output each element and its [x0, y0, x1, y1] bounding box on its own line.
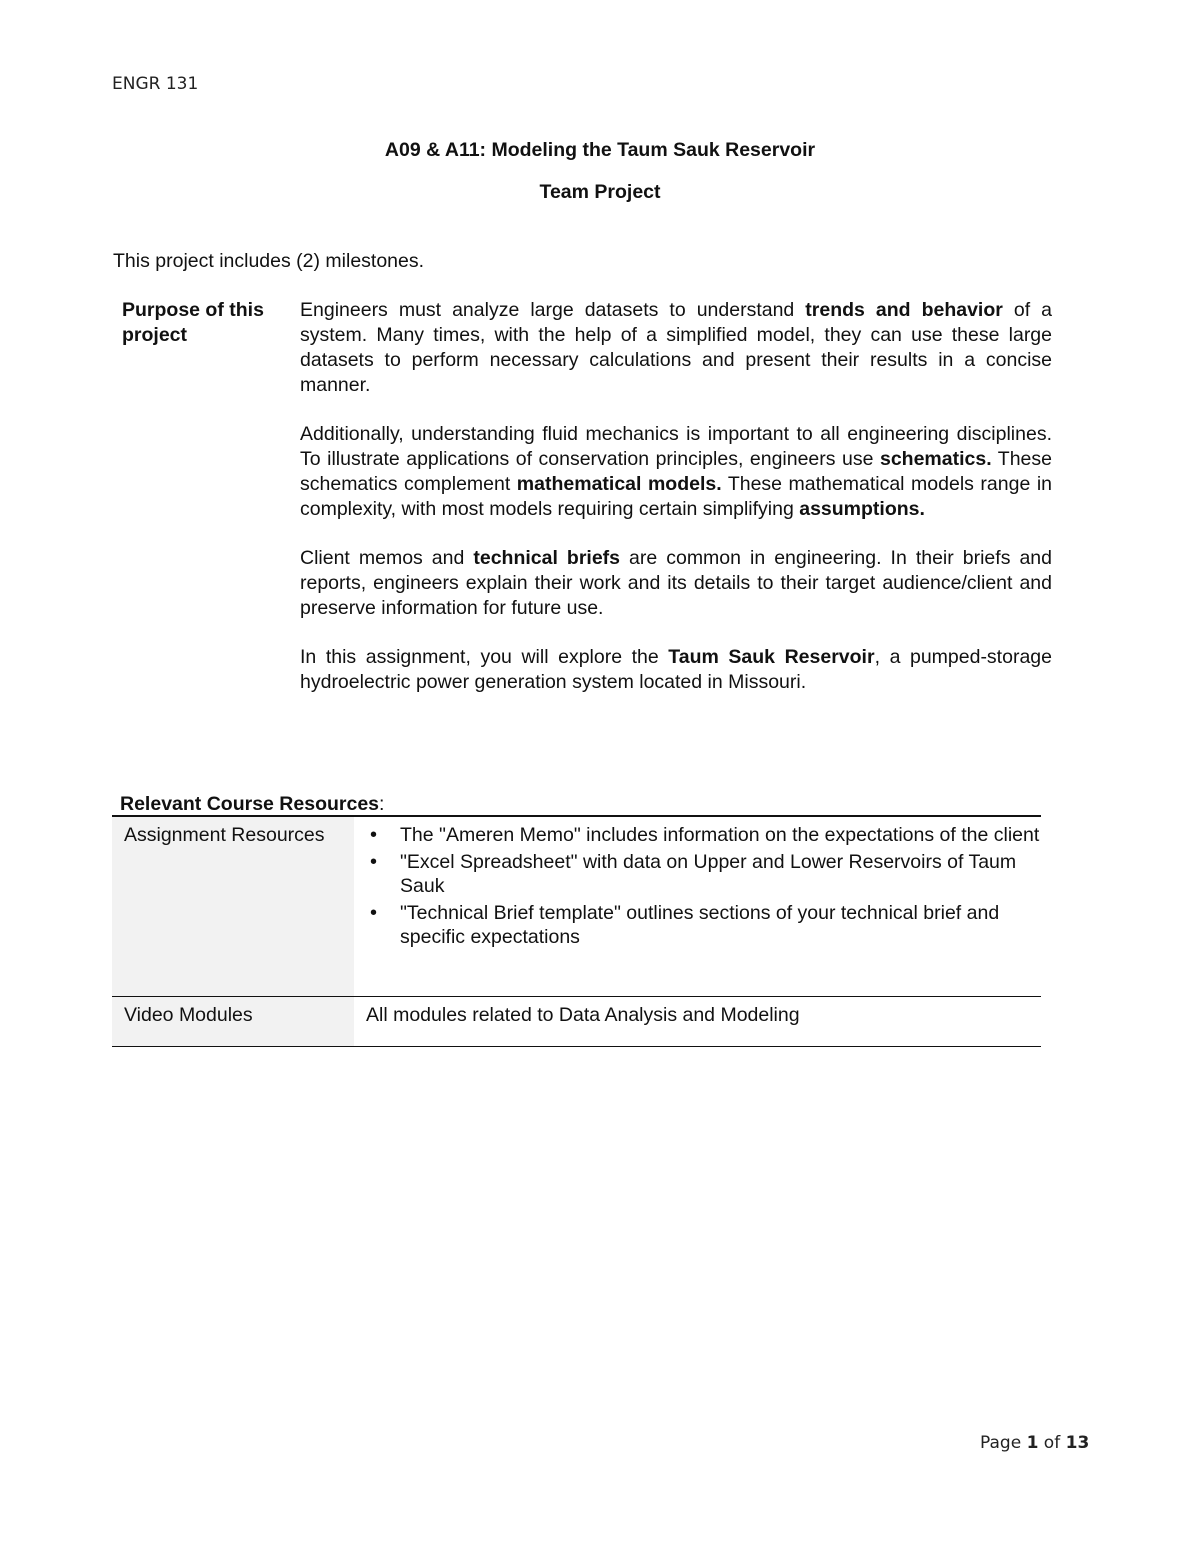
- text-run: Additionally, understanding fluid mechanics is important to all engineering disciplines. To illustrate applications of conservation principles, engineers use: [300, 423, 1052, 470]
- purpose-paragraph-1: [300, 298, 1052, 398]
- resources-heading: [120, 793, 384, 816]
- row-value: [354, 816, 1041, 996]
- list-item: • "Excel Spreadsheet" with data on Upper and Lower Reservoirs of Taum Sauk: [400, 850, 1041, 898]
- footer-page-word: Page: [980, 1433, 1027, 1453]
- table-row: [112, 816, 1041, 996]
- purpose-paragraph-2: [300, 422, 1052, 522]
- bold-text: technical briefs: [473, 547, 621, 569]
- bold-text: assumptions.: [799, 498, 925, 520]
- purpose-label: Purpose of this project: [122, 299, 264, 346]
- purpose-paragraph-4: [300, 645, 1052, 695]
- purpose-paragraph-3: [300, 546, 1052, 621]
- text-run: of a system. Many times, with the help of a simplified model, they can use these large datasets to perform necessary calculations and present their results in a concise manner.: [300, 299, 1052, 396]
- text-run: In this assignment, you will explore the: [300, 646, 669, 668]
- list-item: • The "Ameren Memo" includes information on the expectations of the client: [400, 823, 1041, 847]
- footer-page-number: 1: [1026, 1433, 1039, 1453]
- resources-title: Relevant Course Resources: [120, 793, 380, 815]
- bold-text: trends and behavior: [805, 299, 1003, 321]
- document-title: A09 & A11: Modeling the Taum Sauk Reservoir: [384, 139, 816, 161]
- page-footer: [980, 1433, 1089, 1453]
- page-header: ENGR 131: [112, 74, 199, 94]
- resources-table: [112, 815, 1041, 1047]
- text-run: Engineers must analyze large datasets to understand: [300, 299, 806, 321]
- text-run: These schematics complement: [300, 448, 1052, 495]
- list-item: • "Technical Brief template" outlines sections of your technical brief and specific expectations: [400, 901, 1041, 949]
- bold-text: Taum Sauk Reservoir: [668, 646, 875, 668]
- resources-title-colon: :: [379, 793, 385, 815]
- row-value: All modules related to Data Analysis and Modeling: [366, 1003, 800, 1026]
- footer-of-word: of: [1038, 1433, 1066, 1453]
- text-run: , a pumped-storage hydroelectric power generation system located in Missouri.: [300, 646, 1052, 693]
- table-row: [112, 996, 1041, 1046]
- resource-list: [366, 823, 1041, 949]
- row-label: Video Modules: [112, 996, 354, 1046]
- intro-text: This project includes (2) milestones.: [113, 250, 425, 272]
- footer-page-total: 13: [1065, 1433, 1090, 1453]
- text-run: These mathematical models range in complexity, with most models requiring certain simplifying: [300, 473, 1052, 520]
- bold-text: schematics.: [879, 448, 992, 470]
- purpose-body: [300, 298, 1052, 719]
- bold-text: mathematical models.: [516, 473, 722, 495]
- document-subtitle: Team Project: [539, 181, 661, 203]
- row-label: Assignment Resources: [112, 816, 354, 996]
- text-run: Client memos and: [300, 547, 474, 569]
- text-run: are common in engineering. In their briefs and reports, engineers explain their work and its details to their target audience/client and preserve information for future use.: [300, 547, 1052, 619]
